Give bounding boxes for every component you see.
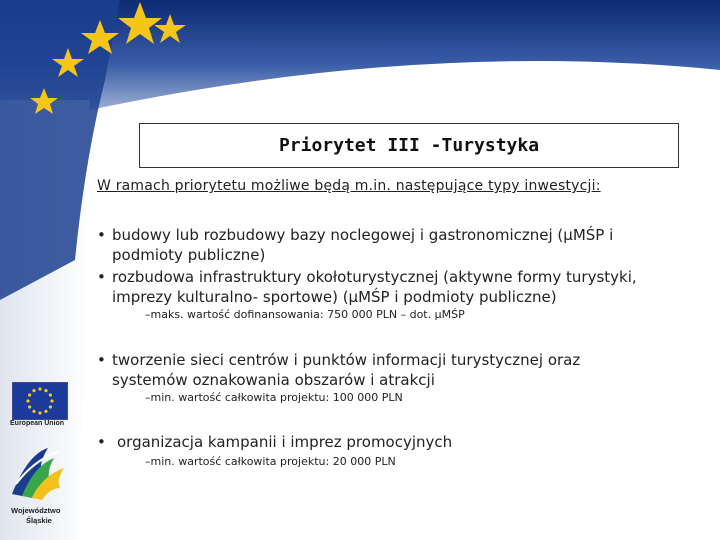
bullet-item bbox=[97, 267, 695, 307]
bullet-marker: • bbox=[97, 226, 106, 244]
slide-title: Priorytet III -Turystyka bbox=[278, 135, 540, 156]
region-label-line2: Śląskie bbox=[26, 516, 52, 525]
title-box bbox=[139, 123, 679, 168]
bullet-text: budowy lub rozbudowy bazy noclegowej i gastronomicznej (μMŚP i podmioty publiczne) bbox=[112, 226, 614, 264]
bullet-note: –maks. wartość dofinansowania: 750 000 PLN – dot. μMŚP bbox=[145, 308, 465, 321]
slaskie-logo-icon bbox=[8, 444, 70, 500]
bullet-note: –min. wartość całkowita projektu: 20 000 PLN bbox=[145, 455, 396, 468]
eu-flag-icon bbox=[12, 382, 68, 420]
region-label-line1: Województwo bbox=[11, 506, 61, 515]
bullet-item bbox=[97, 350, 657, 390]
bullet-item bbox=[97, 225, 687, 265]
bullet-marker: • bbox=[97, 433, 106, 451]
bullet-marker: • bbox=[97, 351, 106, 369]
intro-text: W ramach priorytetu możliwe będą m.in. następujące typy inwestycji: bbox=[97, 178, 601, 194]
bullet-marker: • bbox=[97, 268, 106, 286]
bullet-text: organizacja kampanii i imprez promocyjnych bbox=[117, 433, 453, 451]
eu-label: European Union bbox=[10, 420, 65, 427]
bullet-item bbox=[97, 432, 657, 452]
bullet-note: –min. wartość całkowita projektu: 100 000 PLN bbox=[145, 391, 403, 404]
bullet-text: rozbudowa infrastruktury okołoturystycznej (aktywne formy turystyki, imprezy kulturalno- sportowe) (μMŚP i podmioty publiczne) bbox=[112, 268, 637, 306]
bullet-text: tworzenie sieci centrów i punktów informacji turystycznej oraz systemów oznakowania obszarów i atrakcji bbox=[112, 351, 581, 389]
